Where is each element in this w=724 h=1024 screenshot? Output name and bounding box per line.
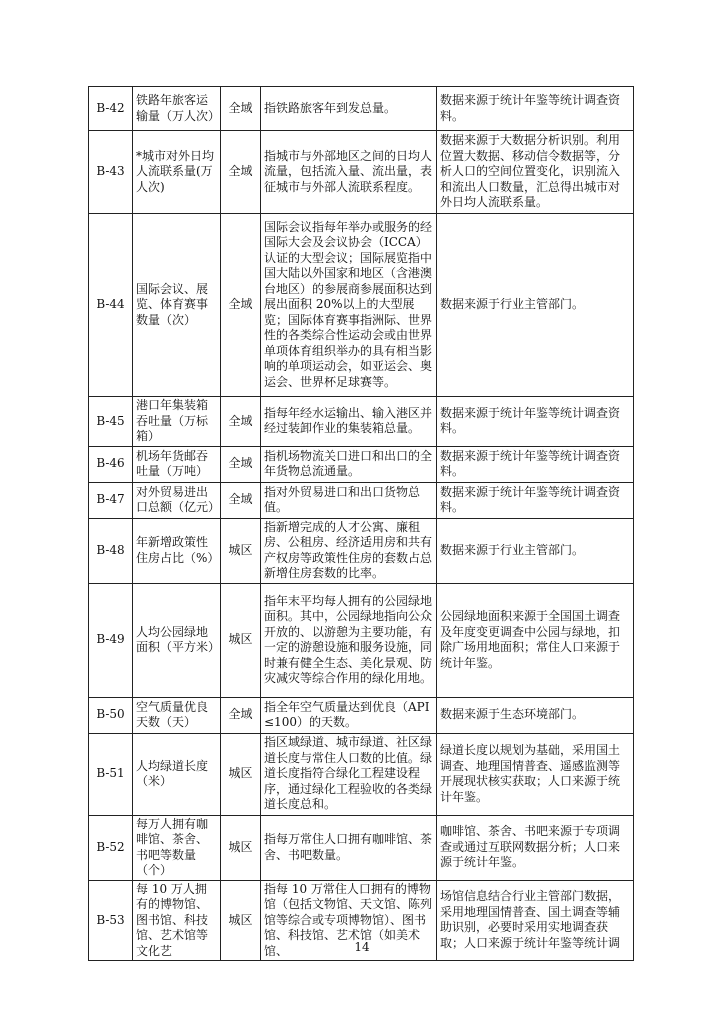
indicator-code: B-49 — [89, 583, 133, 697]
indicator-definition: 指新增完成的人才公寓、廉租房、公租房、经济适用房和共有产权房等政策性住房的套数占总新增住房套数的比率。 — [261, 518, 437, 583]
indicator-source: 数据来源于行业主管部门。 — [437, 214, 634, 397]
indicator-code: B-51 — [89, 733, 133, 815]
table-row — [89, 446, 634, 482]
indicator-name: 铁路年旅客运输量（万人次） — [133, 87, 221, 131]
indicator-scope: 城区 — [221, 880, 261, 961]
table-row — [89, 131, 634, 214]
indicator-code: B-43 — [89, 131, 133, 214]
indicator-name: 年新增政策性住房占比（%） — [133, 518, 221, 583]
page-number: 14 — [354, 940, 370, 954]
table-row — [89, 583, 634, 697]
indicator-definition: 指对外贸易进口和出口货物总值。 — [261, 482, 437, 518]
indicator-name: 人均公园绿地面积（平方米） — [133, 583, 221, 697]
indicator-source: 数据来源于大数据分析识别。利用位置大数据、移动信令数据等，分析人口的空间位置变化，识别流入和流出人口数量，汇总得出城市对外日均人流联系量。 — [437, 131, 634, 214]
table-row — [89, 697, 634, 733]
indicator-code: B-48 — [89, 518, 133, 583]
indicator-scope: 全域 — [221, 446, 261, 482]
indicator-code: B-42 — [89, 87, 133, 131]
indicator-code: B-47 — [89, 482, 133, 518]
indicator-definition: 国际会议指每年举办或服务的经国际大会及会议协会（ICCA）认证的大型会议；国际展览指中国大陆以外国家和地区（含港澳台地区）的参展商参展面积达到展出面积 20%以上的大型展览；国际体育赛事指洲际、世界性的各类综合性运动会或由世界单项体育组织举办的具有相当影响的单项运动会，如亚运会、奥运会、世界杯足球赛等。 — [261, 214, 437, 397]
indicator-scope: 城区 — [221, 815, 261, 880]
indicator-source: 咖啡馆、茶舍、书吧来源于专项调查或通过互联网数据分析；人口来源于统计年鉴。 — [437, 815, 634, 880]
indicator-scope: 城区 — [221, 733, 261, 815]
indicator-code: B-52 — [89, 815, 133, 880]
indicator-table — [88, 86, 634, 961]
indicator-scope: 全域 — [221, 87, 261, 131]
indicator-name: 国际会议、展览、体育赛事数量（次） — [133, 214, 221, 397]
indicator-source: 绿道长度以规划为基础，采用国土调查、地理国情普查、遥感监测等开展现状核实获取；人口来源于统计年鉴。 — [437, 733, 634, 815]
table-row — [89, 518, 634, 583]
indicator-name: *城市对外日均人流联系量(万人次) — [133, 131, 221, 214]
indicator-name: 空气质量优良天数（天） — [133, 697, 221, 733]
indicator-scope: 全域 — [221, 214, 261, 397]
table-row — [89, 397, 634, 447]
table-row — [89, 733, 634, 815]
indicator-source: 数据来源于统计年鉴等统计调查资料。 — [437, 482, 634, 518]
indicator-definition: 指每 10 万常住人口拥有的博物馆（包括文物馆、天文馆、陈列馆等综合或专项博物馆）、图书馆、科技馆、艺术馆（如美术馆、 — [261, 880, 437, 961]
indicator-code: B-50 — [89, 697, 133, 733]
indicator-definition: 指机场物流关口进口和出口的全年货物总流通量。 — [261, 446, 437, 482]
indicator-definition: 指每年经水运输出、输入港区并经过装卸作业的集装箱总量。 — [261, 397, 437, 447]
indicator-scope: 全域 — [221, 482, 261, 518]
indicator-name: 每万人拥有咖啡馆、茶舍、书吧等数量（个） — [133, 815, 221, 880]
indicator-name: 人均绿道长度（米） — [133, 733, 221, 815]
table-row — [89, 214, 634, 397]
indicator-code: B-46 — [89, 446, 133, 482]
indicator-source: 数据来源于统计年鉴等统计调查资料。 — [437, 446, 634, 482]
indicator-code: B-45 — [89, 397, 133, 447]
indicator-name: 对外贸易进出口总额（亿元） — [133, 482, 221, 518]
indicator-scope: 城区 — [221, 583, 261, 697]
indicator-code: B-44 — [89, 214, 133, 397]
indicator-definition: 指全年空气质量达到优良（API≤100）的天数。 — [261, 697, 437, 733]
indicator-code: B-53 — [89, 880, 133, 961]
indicator-scope: 城区 — [221, 518, 261, 583]
indicator-definition: 指铁路旅客年到发总量。 — [261, 87, 437, 131]
table-row — [89, 482, 634, 518]
indicator-scope: 全域 — [221, 397, 261, 447]
indicator-source: 场馆信息结合行业主管部门数据，采用地理国情普查、国土调查等辅助识别，必要时采用实地调查获取；人口来源于统计年鉴等统计调 — [437, 880, 634, 961]
indicator-source: 数据来源于统计年鉴等统计调查资料。 — [437, 87, 634, 131]
indicator-definition: 指年末平均每人拥有的公园绿地面积。其中，公园绿地指向公众开放的、以游憩为主要功能，有一定的游憩设施和服务设施，同时兼有健全生态、美化景观、防灾减灾等综合作用的绿化用地。 — [261, 583, 437, 697]
indicator-name: 机场年货邮吞吐量（万吨） — [133, 446, 221, 482]
indicator-source: 公园绿地面积来源于全国国土调查及年度变更调查中公园与绿地，扣除广场用地面积；常住人口来源于统计年鉴。 — [437, 583, 634, 697]
indicator-source: 数据来源于行业主管部门。 — [437, 518, 634, 583]
indicator-definition: 指城市与外部地区之间的日均人流量，包括流入量、流出量，表征城市与外部人流联系程度。 — [261, 131, 437, 214]
indicator-name: 港口年集装箱吞吐量（万标箱） — [133, 397, 221, 447]
indicator-definition: 指区域绿道、城市绿道、社区绿道长度与常住人口数的比值。绿道长度指符合绿化工程建设程序，通过绿化工程验收的各类绿道长度总和。 — [261, 733, 437, 815]
table-row — [89, 815, 634, 880]
indicator-name: 每 10 万人拥有的博物馆、图书馆、科技馆、艺术馆等文化艺 — [133, 880, 221, 961]
indicator-scope: 全域 — [221, 697, 261, 733]
indicator-scope: 全域 — [221, 131, 261, 214]
indicator-source: 数据来源于生态环境部门。 — [437, 697, 634, 733]
indicator-source: 数据来源于统计年鉴等统计调查资料。 — [437, 397, 634, 447]
table-row — [89, 87, 634, 131]
indicator-definition: 指每万常住人口拥有咖啡馆、茶舍、书吧数量。 — [261, 815, 437, 880]
